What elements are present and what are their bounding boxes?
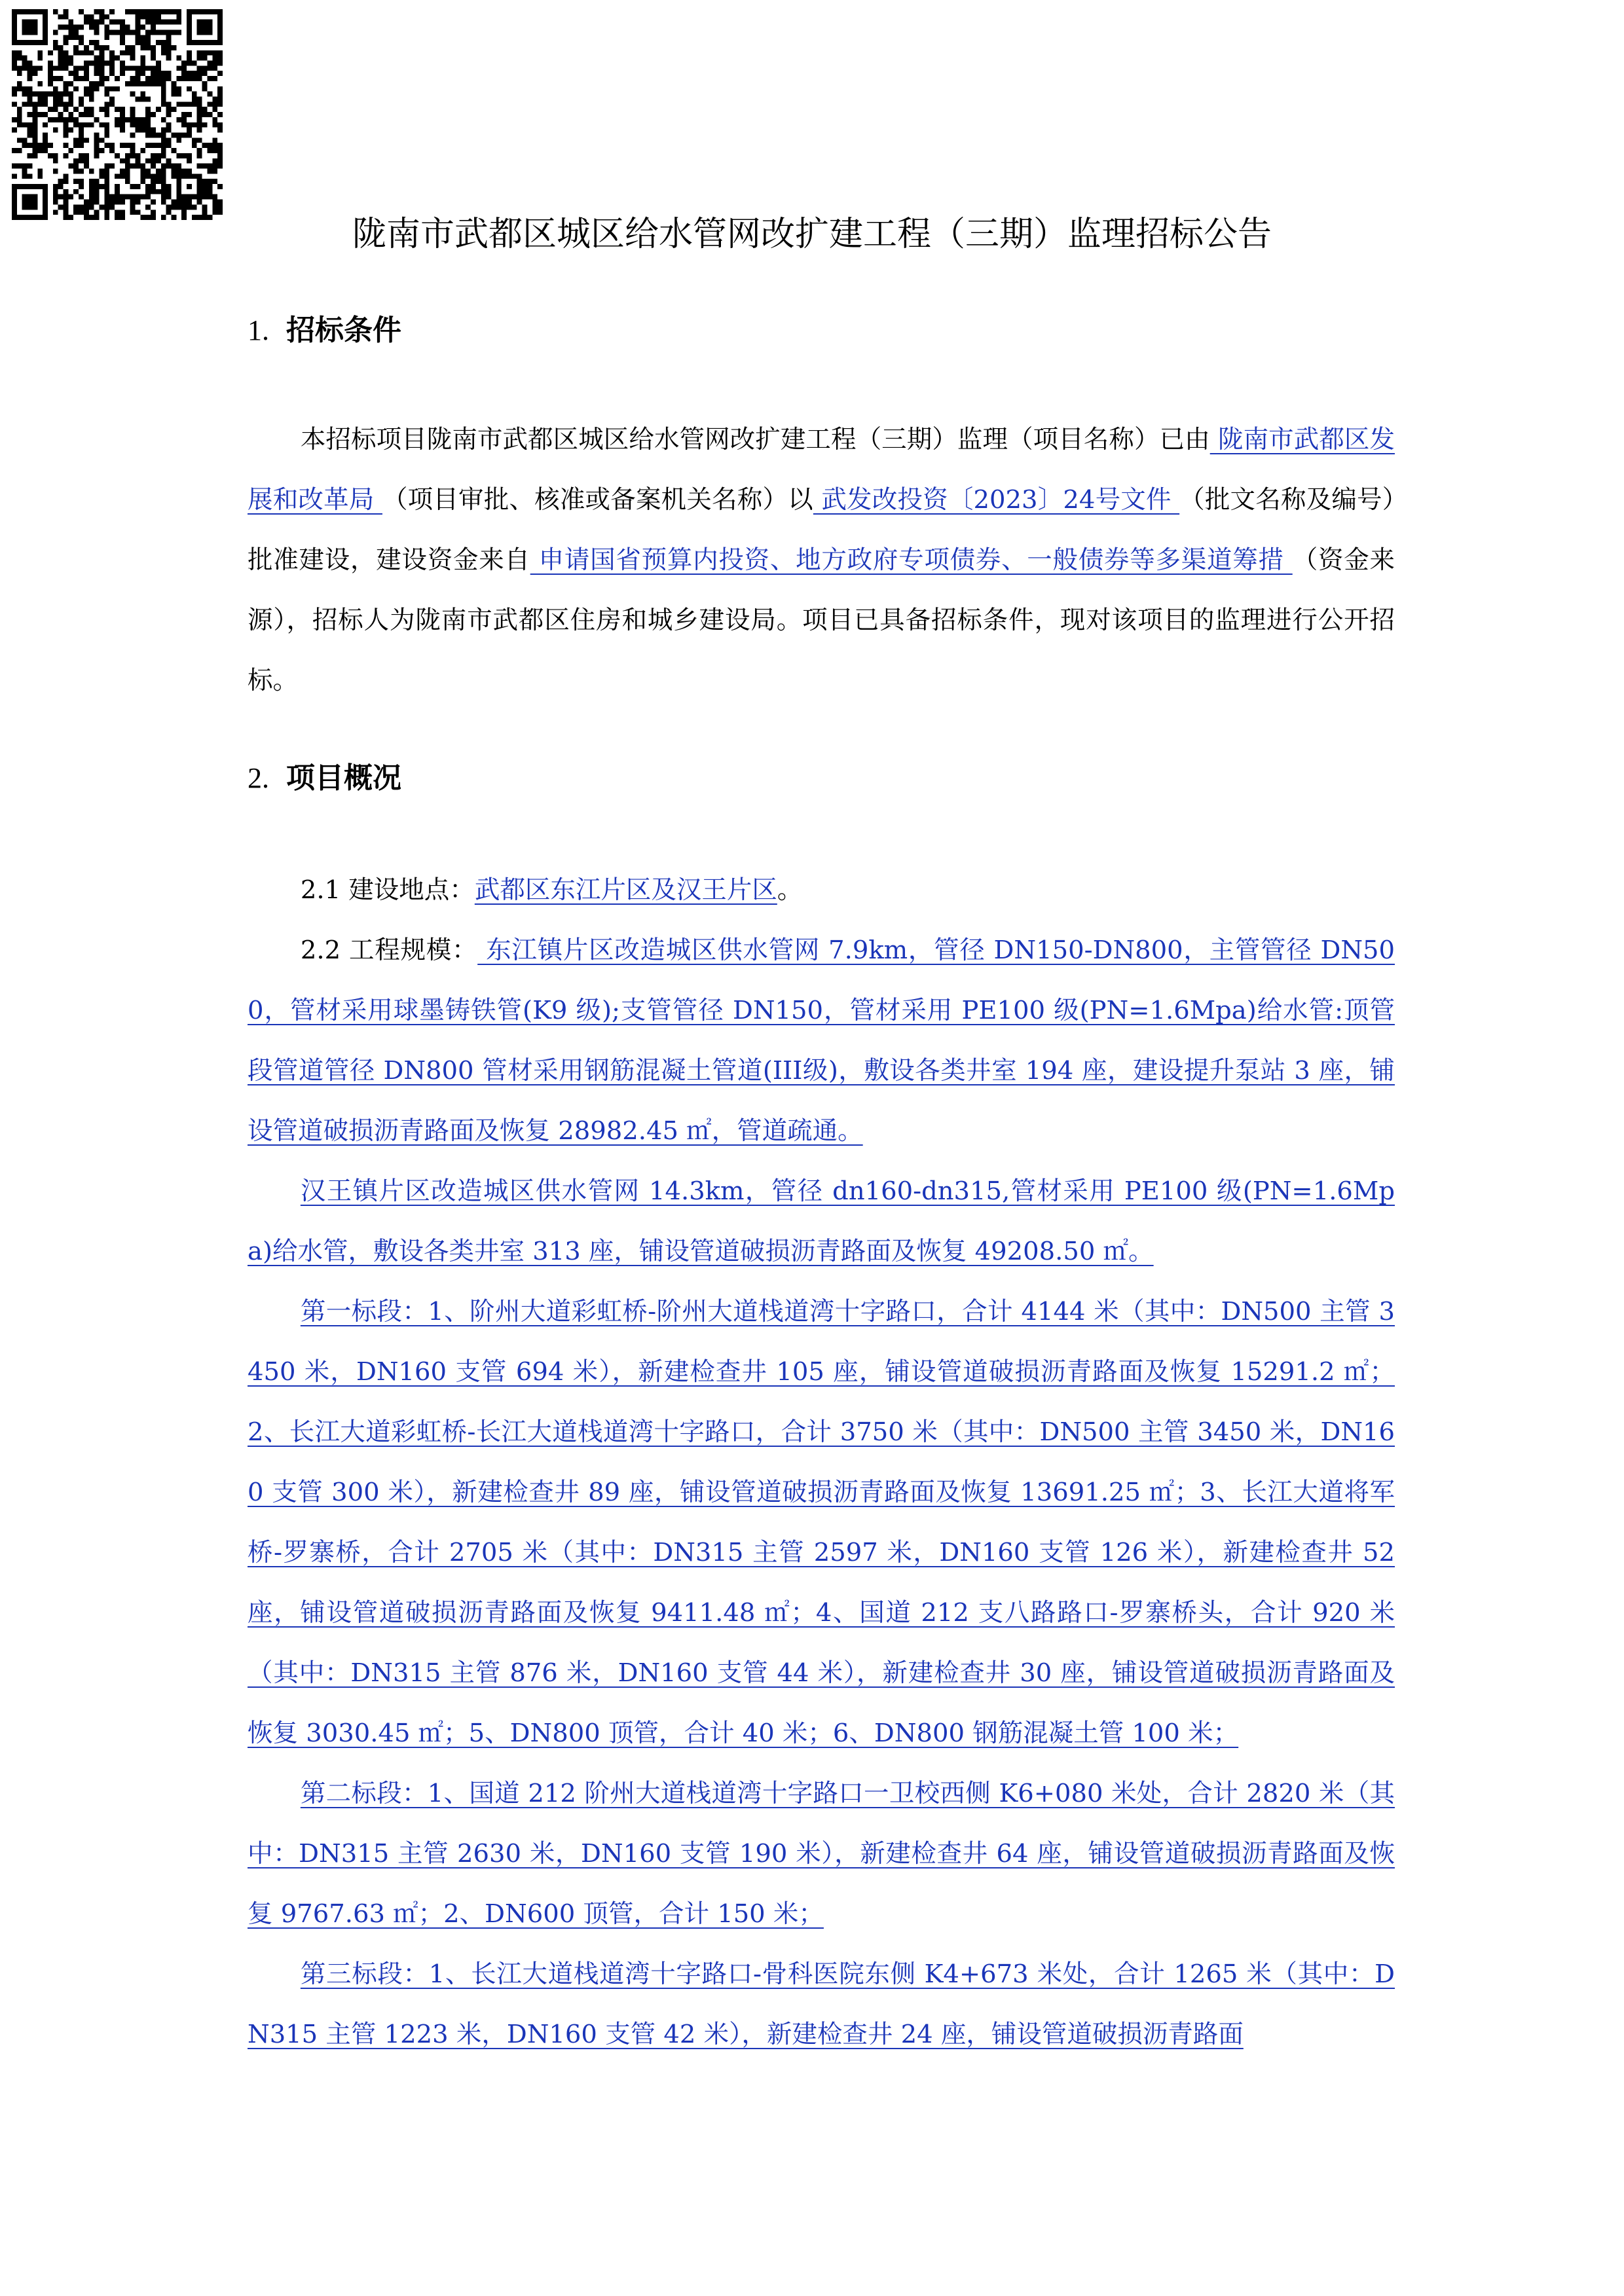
scale-hanwang-link[interactable]: 汉王镇片区改造城区供水管网 14.3km，管径 dn160-dn315,管材采用 PE100 级(PN=1.6Mpa)给水管，敷设各类井室 313 座，铺设管道破损沥青路面及恢复 49208.50 ㎡。: [248, 1176, 1395, 1266]
location-link[interactable]: 武都区东江片区及汉王片区: [474, 875, 777, 905]
section-1-number: 1.: [248, 314, 269, 346]
lot-2-link[interactable]: 第二标段：1、国道 212 阶州大道栈道湾十字路口一卫校西侧 K6+080 米处，合计 2820 米（其中：DN315 主管 2630 米，DN160 支管 190 米），新建检查井 64 座，铺设管道破损沥青路面及恢复 9767.63 ㎡；2、DN600 顶管，合计 150 米；: [248, 1779, 1395, 1929]
section-2-title: 项目概况: [286, 761, 401, 795]
funding-source-link[interactable]: 申请国省预算内投资、地方政府专项债券、一般债券等多渠道筹措: [530, 545, 1293, 575]
construction-location: [248, 860, 1395, 920]
scale-label: 2.2 工程规模：: [300, 936, 478, 965]
scale-dongjiang-link[interactable]: 东江镇片区改造城区供水管网 7.9km，管径 DN150-DN800，主管管径 DN500，管材采用球墨铸铁管(K9 级);支管管径 DN150，管材采用 PE100 级(PN=1.6Mpa)给水管:顶管段管道管径 DN800 管材采用钢筋混凝土管道(III级)，敷设各类井室 194 座，建设提升泵站 3 座，铺设管道破损沥青路面及恢复 28982.45 ㎡，管道疏通。: [248, 936, 1395, 1146]
s1-text-2: （项目审批、核准或备案机关名称）以: [382, 485, 813, 515]
lot-3-paragraph: [248, 1944, 1395, 2065]
s1-text-4: （资金来源），招标人为陇南市武都区住房和城乡建设局。项目已具备招标条件，现对该项目的监理进行公开招标。: [248, 545, 1395, 695]
s1-text-1: 本招标项目陇南市武都区城区给水管网改扩建工程（三期）监理（项目名称）已由: [300, 425, 1210, 454]
page-title: 陇南市武都区城区给水管网改扩建工程（三期）监理招标公告: [352, 215, 1272, 254]
qr-code-icon: [12, 9, 223, 220]
location-label: 2.1 建设地点：: [300, 875, 475, 905]
lot-3-link[interactable]: 第三标段：1、长江大道栈道湾十字路口-骨科医院东侧 K4+673 米处，合计 1265 米（其中：DN315 主管 1223 米，DN160 支管 42 米），新建检查井 24 座，铺设管道破损沥青路面: [248, 1959, 1395, 2049]
section-1-paragraph: [248, 410, 1395, 711]
section-2-heading: [248, 750, 1395, 807]
lot-2-paragraph: [248, 1764, 1395, 1944]
hanwang-paragraph: [248, 1161, 1395, 1282]
section-1-title: 招标条件: [286, 314, 401, 347]
lot-1-paragraph: [248, 1282, 1395, 1764]
section-1-heading: [248, 302, 1395, 359]
project-scale: [248, 920, 1395, 1161]
approval-authority-link[interactable]: 陇南市武都区发展和改革局: [248, 425, 1395, 515]
approval-document-link[interactable]: 武发改投资〔2023〕24号文件: [813, 485, 1180, 515]
document-body: [248, 302, 1395, 2065]
s1-text-3: （批文名称及编号）批准建设，建设资金来自: [248, 485, 1395, 575]
location-end: 。: [777, 875, 803, 905]
section-2-number: 2.: [248, 762, 269, 794]
lot-1-link[interactable]: 第一标段：1、阶州大道彩虹桥-阶州大道栈道湾十字路口，合计 4144 米（其中：DN500 主管 3450 米，DN160 支管 694 米），新建检查井 105 座，铺设管道破损沥青路面及恢复 15291.2 ㎡；2、长江大道彩虹桥-长江大道栈道湾十字路口，合计 3750 米（其中：DN500 主管 3450 米，DN160 支管 300 米），新建检查井 89 座，铺设管道破损沥青路面及恢复 13691.25 ㎡；3、长江大道将军桥-罗寨桥，合计 2705 米（其中：DN315 主管 2597 米，DN160 支管 126 米），新建检查井 52 座，铺设管道破损沥青路面及恢复 9411.48 ㎡；4、国道 212 支八路路口-罗寨桥头，合计 920 米（其中：DN315 主管 876 米，DN160 支管 44 米），新建检查井 30 座，铺设管道破损沥青路面及恢复 3030.45 ㎡；5、DN800 顶管，合计 40 米；6、DN800 钢筋混凝土管 100 米；: [248, 1297, 1395, 1748]
